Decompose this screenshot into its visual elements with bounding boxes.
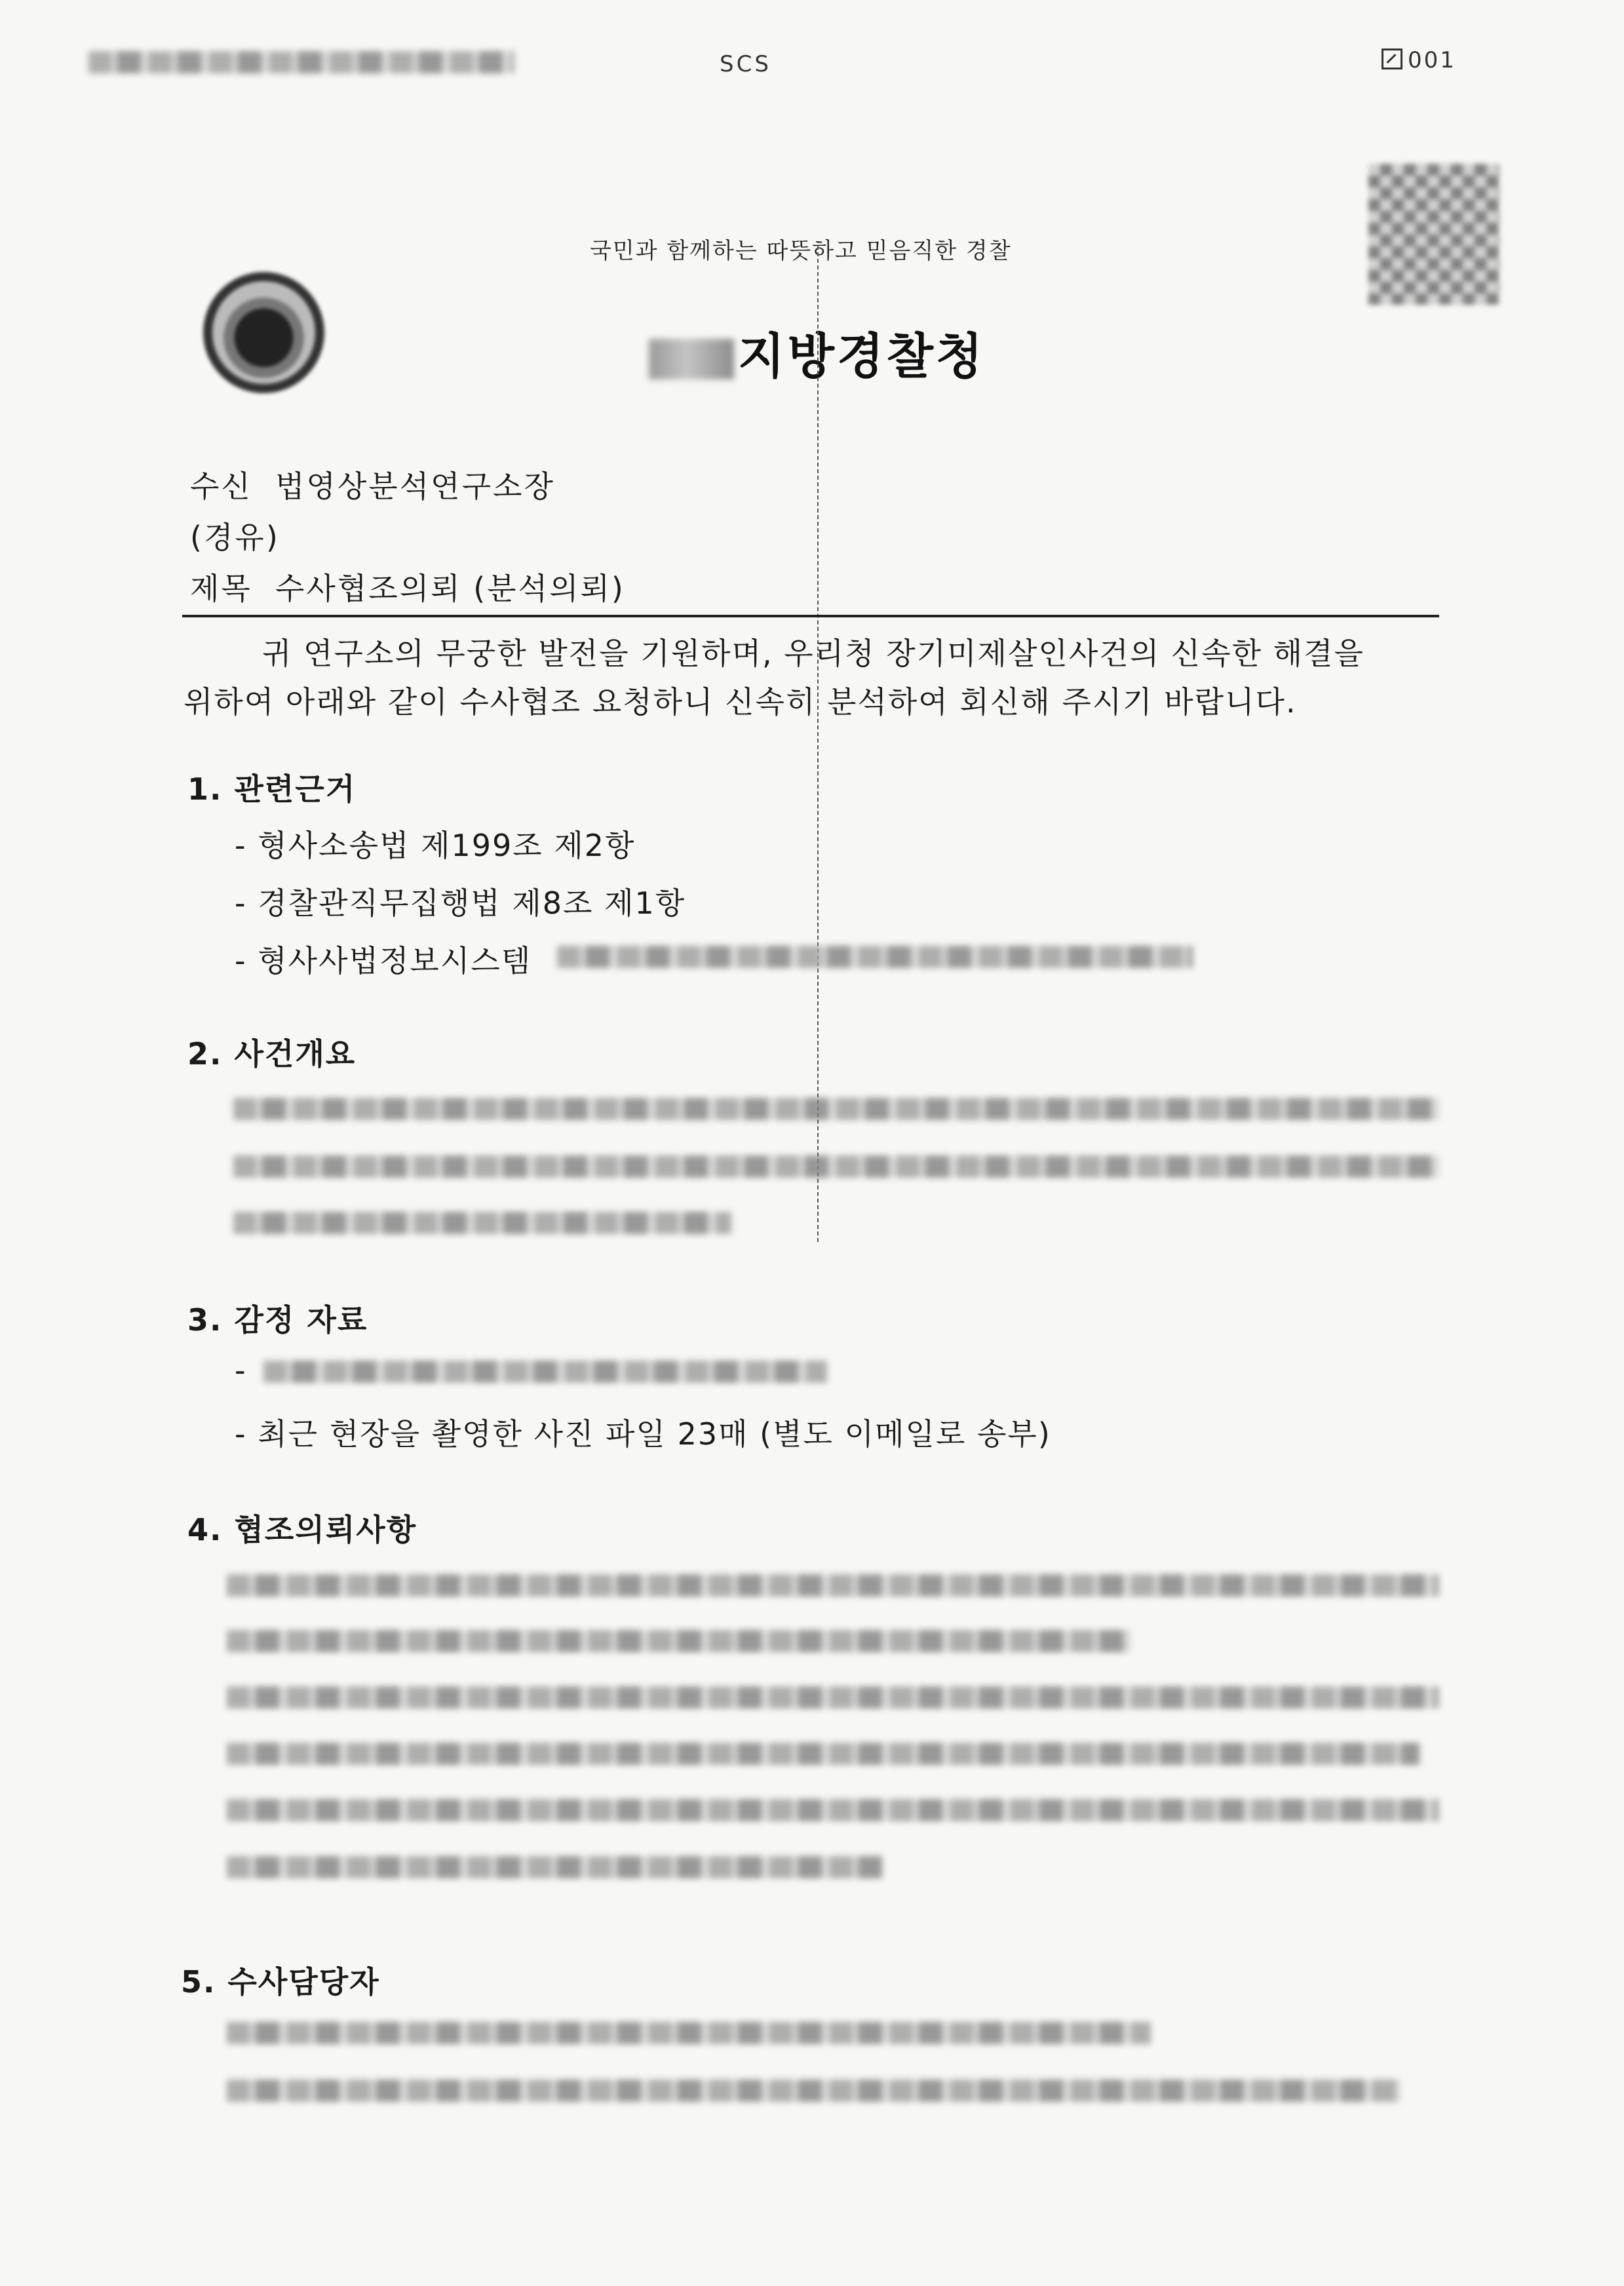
agency-region-redacted: [649, 339, 734, 379]
section-3-title: 3. 감정 자료: [187, 1302, 368, 1338]
intro-line-1: 귀 연구소의 무궁한 발전을 기원하며, 우리청 장기미제살인사건의 신속한 해결을: [262, 636, 1364, 671]
evidence-item-redacted: [263, 1361, 827, 1383]
subject-row: [190, 565, 625, 608]
request-redacted-line-6: [227, 1856, 882, 1878]
section-1-title: 1. 관련근거: [187, 771, 357, 807]
qr-code-redacted: [1368, 164, 1499, 305]
intro-paragraph: [184, 629, 1440, 726]
officer-info-redacted: [227, 2022, 1151, 2044]
contact-info-redacted: [227, 2080, 1400, 2102]
request-redacted-line-2: [227, 1630, 1131, 1652]
request-redacted-line-5: [227, 1799, 1439, 1821]
recipient-label: 수신: [190, 469, 252, 504]
agency-name-suffix: 지방경찰청: [738, 328, 986, 385]
request-redacted-line-1: [227, 1574, 1439, 1597]
page-number-text: 001: [1408, 47, 1456, 73]
police-emblem-logo: [203, 272, 324, 393]
case-summary-redacted-line-2: [233, 1155, 1439, 1178]
header-rule: [182, 615, 1439, 617]
section-2-title: 2. 사건개요: [187, 1036, 357, 1072]
via-row: (경유): [190, 520, 280, 555]
section-1-item-1: - 형사소송법 제199조 제2항: [235, 828, 636, 863]
subject-label: 제목: [190, 571, 252, 606]
section-4-title: 4. 협조의뢰사항: [187, 1512, 417, 1547]
section-5-title: 5. 수사담당자: [181, 1964, 380, 2000]
subject-value: 수사협조의뢰 (분석의뢰): [275, 571, 625, 606]
case-summary-redacted-line-3: [233, 1212, 731, 1234]
section-3-item-1-dash: -: [235, 1353, 247, 1388]
letterhead-slogan: 국민과 함께하는 따뜻하고 믿음직한 경찰: [590, 238, 1012, 264]
recipient-row: [190, 463, 555, 506]
section-3-item-2: - 최근 현장을 촬영한 사진 파일 23매 (별도 이메일로 송부): [235, 1416, 1051, 1452]
checkbox-icon: [1382, 48, 1402, 69]
section-1-item-3: - 형사사법정보시스템: [235, 943, 532, 978]
fax-transmission-info-redacted: [88, 51, 514, 73]
recipient-value: 법영상분석연구소장: [275, 469, 555, 504]
request-redacted-line-4: [227, 1743, 1420, 1765]
fax-page-number: [1382, 47, 1456, 73]
intro-line-2: 위하여 아래와 같이 수사협조 요청하니 신속히 분석하여 회신해 주시기 바랍니다.: [184, 684, 1297, 720]
case-number-redacted: [557, 946, 1193, 968]
section-1-item-2: - 경찰관직무집행법 제8조 제1항: [235, 885, 686, 921]
request-redacted-line-3: [227, 1686, 1439, 1709]
case-summary-redacted-line-1: [233, 1098, 1439, 1120]
scan-fold-line: [817, 246, 819, 1242]
fax-header-center: SCS: [720, 51, 771, 77]
